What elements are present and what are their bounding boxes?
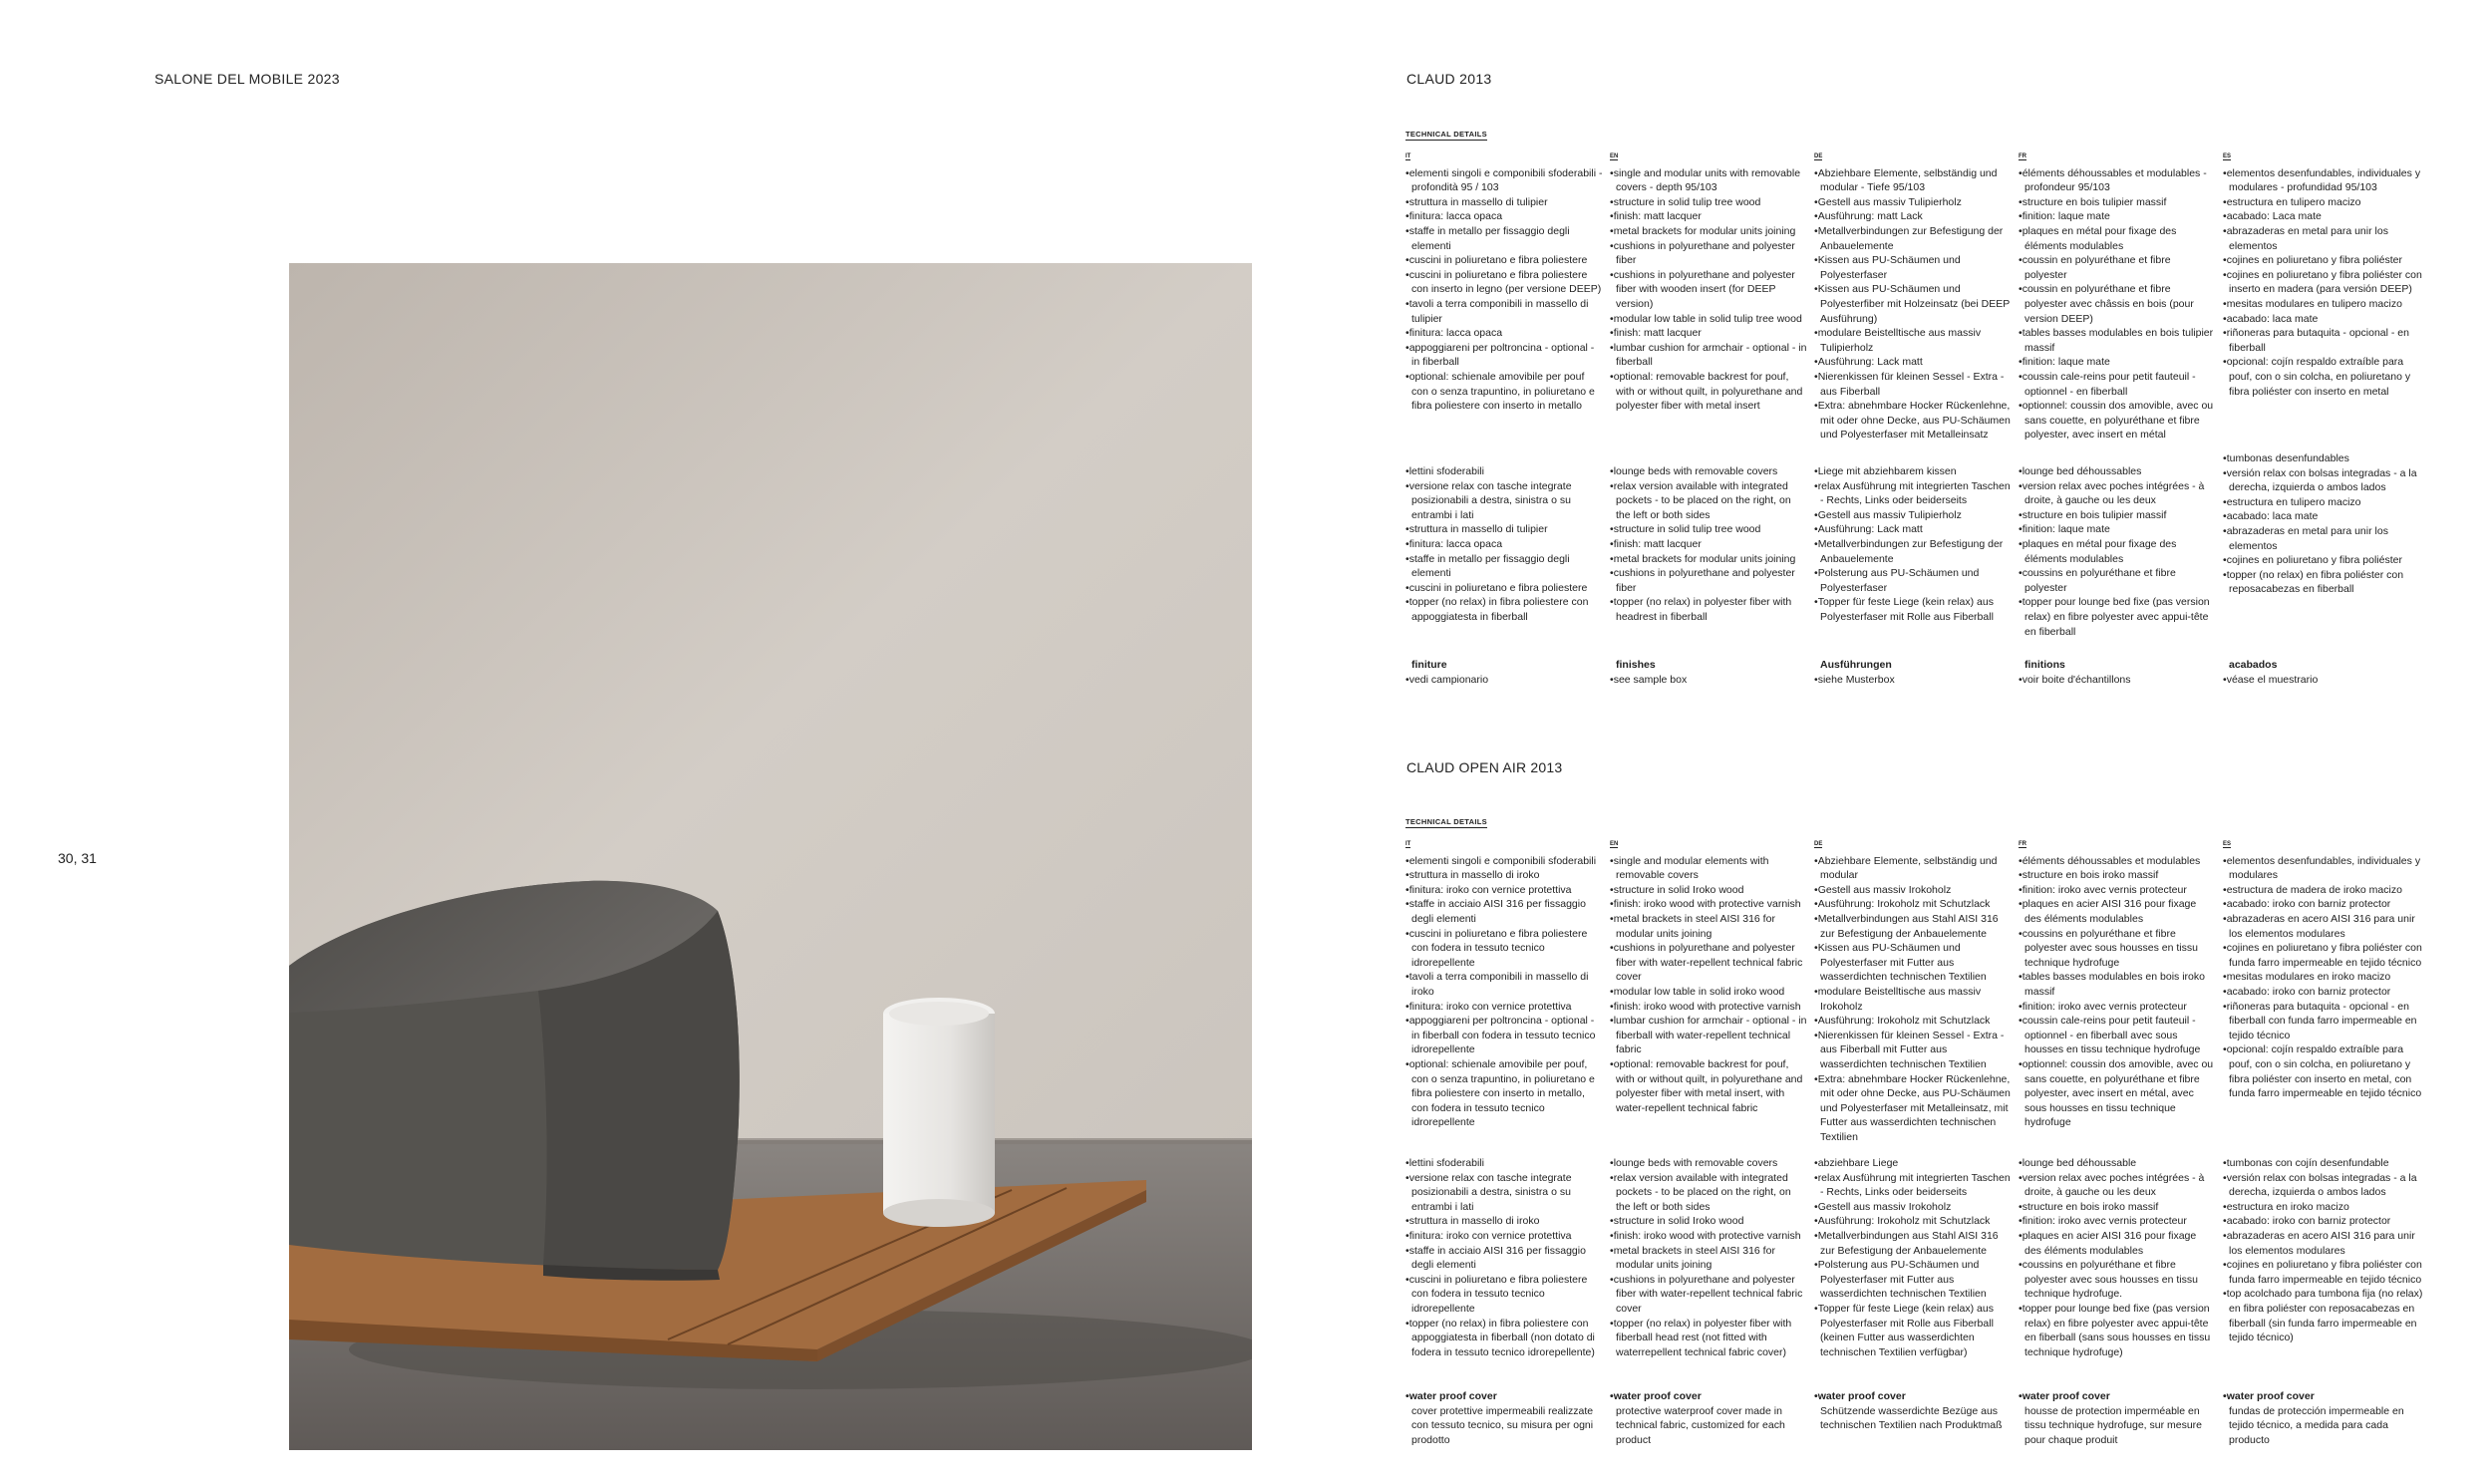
spec-item: • tumbonas desenfundables: [2223, 451, 2427, 466]
spec-item: • optional: schienale amovibile per pouf con o senza trapuntino, in poliuretano e fibra poliestere con inserto in metallo: [1405, 370, 1603, 414]
spec-item: • finition: iroko avec vernis protecteur: [2019, 1000, 2216, 1015]
spec-item: • tumbonas con cojín desenfundable: [2223, 1156, 2427, 1171]
spec-item: • version relax avec poches intégrées - à droite, à gauche ou les deux: [2019, 479, 2216, 508]
spec-item: • abrazaderas en acero AISI 316 para unir los elementos modulares: [2223, 912, 2427, 941]
claud-col-fr: [2019, 148, 2216, 686]
spec-item: • finitura: lacca opaca: [1405, 537, 1603, 552]
spec-item: • coussin cale-reins pour petit fauteuil - optionnel - en fiberball: [2019, 370, 2216, 399]
spec-item: • Kissen aus PU-Schäumen und Polyesterfaser: [1814, 253, 2012, 282]
spec-item: • coussin en polyuréthane et fibre polyester avec châssis en bois (pour version DEEP): [2019, 282, 2216, 326]
spec-group: [2019, 166, 2216, 443]
spec-item: • Extra: abnehmbare Hocker Rückenlehne, mit oder ohne Decke, aus PU-Schäumen und Polyesterfaser mit Metalleinsatz, mit Futter aus wasserdichten technischen Textilien: [1814, 1072, 2012, 1145]
technical-details-label: TECHNICAL DETAILS: [1405, 130, 1487, 139]
wp-title: • water proof cover: [1610, 1389, 1807, 1404]
spec-item: • staffe in metallo per fissaggio degli elementi: [1405, 224, 1603, 253]
lang-label: EN: [1610, 153, 1619, 159]
spec-item: • versión relax con bolsas integradas - a la derecha, izquierda o ambos lados: [2223, 1171, 2427, 1200]
spec-item: • éléments déhoussables et modulables - profondeur 95/103: [2019, 166, 2216, 195]
spec-item: • finish: matt lacquer: [1610, 209, 1807, 224]
spec-item: • Gestell aus massiv Irokoholz: [1814, 883, 2012, 898]
spec-item: • Ausführung: Irokoholz mit Schutzlack: [1814, 1214, 2012, 1229]
spec-item: • finish: iroko wood with protective varnish: [1610, 1000, 1807, 1015]
spec-item: • finish: matt lacquer: [1610, 326, 1807, 341]
spec-group: [1405, 854, 1603, 1130]
spec-item: • cojines en poliuretano y fibra poliéster: [2223, 553, 2427, 568]
spec-item: • Nierenkissen für kleinen Sessel - Extra - aus Fiberball mit Futter aus wasserdichten technischen Textilien: [1814, 1029, 2012, 1072]
spec-group: [2019, 464, 2216, 639]
spec-item: • optional: removable backrest for pouf, with or without quilt, in polyurethane and polyester fiber with metal insert, with water-repellent technical fabric: [1610, 1057, 1807, 1115]
spec-item: • staffe in metallo per fissaggio degli elementi: [1405, 552, 1603, 581]
spec-item: • finish: matt lacquer: [1610, 537, 1807, 552]
spec-item: • plaques en acier AISI 316 pour fixage des éléments modulables: [2019, 1229, 2216, 1258]
spec-item: • finitura: iroko con vernice protettiva: [1405, 883, 1603, 898]
section-title-open-air: CLAUD OPEN AIR 2013: [1406, 759, 1563, 775]
spec-group: [1610, 1156, 1807, 1359]
spec-item: • finition: laque mate: [2019, 209, 2216, 224]
spec-item: • finitura: iroko con vernice protettiva: [1405, 1229, 1603, 1244]
spec-item: • topper pour lounge bed fixe (pas version relax) en fibre polyester avec appui-tête en fiberball (sans sous housses en tissu technique hydrofuge): [2019, 1302, 2216, 1359]
spec-item: • acabado: laca mate: [2223, 509, 2427, 524]
claud-col-en: [1610, 148, 1807, 686]
spec-item: • coussins en polyuréthane et fibre polyester avec sous housses en tissu technique hydrofuge: [2019, 927, 2216, 971]
spec-item: • Liege mit abziehbarem kissen: [1814, 464, 2012, 479]
spec-item: • Polsterung aus PU-Schäumen und Polyesterfaser: [1814, 566, 2012, 595]
spec-group: [1405, 1156, 1603, 1359]
spec-group: [2019, 854, 2216, 1130]
spec-item: • elementi singoli e componibili sfoderabili: [1405, 854, 1603, 869]
spec-group: [1610, 464, 1807, 625]
spec-item: • topper (no relax) in polyester fiber with headrest in fiberball: [1610, 595, 1807, 624]
spec-item: • coussins en polyuréthane et fibre polyester avec sous housses en tissu technique hydrofuge.: [2019, 1258, 2216, 1302]
finish-title: finitions: [2024, 659, 2065, 671]
spec-item: • Metallverbindungen aus Stahl AISI 316 zur Befestigung der Anbauelemente: [1814, 1229, 2012, 1258]
lang-label: IT: [1405, 153, 1411, 159]
spec-group: [1610, 166, 1807, 414]
spec-item: • Metallverbindungen zur Befestigung der Anbauelemente: [1814, 224, 2012, 253]
spec-item: • finish: iroko wood with protective varnish: [1610, 1229, 1807, 1244]
finish-title: acabados: [2229, 659, 2278, 671]
spec-item: • structure in solid Iroko wood: [1610, 1214, 1807, 1229]
lang-label: DE: [1814, 153, 1823, 159]
spec-item: • appoggiareni per poltroncina - optional - in fiberball: [1405, 341, 1603, 370]
spec-item: • metal brackets for modular units joining: [1610, 552, 1807, 567]
spec-item: • acabado: iroko con barniz protector: [2223, 985, 2427, 1000]
spec-item: • finitura: lacca opaca: [1405, 326, 1603, 341]
spec-item: • modular low table in solid tulip tree wood: [1610, 312, 1807, 327]
spec-group: [2019, 1156, 2216, 1359]
page-numbers: 30, 31: [58, 850, 97, 866]
spec-item: • coussin cale-reins pour petit fauteuil - optionnel - en fiberball avec sous housses en tissu technique hydrofuge: [2019, 1014, 2216, 1057]
spec-group: [2223, 166, 2427, 400]
spec-item: • lounge bed déhoussable: [2019, 1156, 2216, 1171]
spec-item: • elementos desenfundables, individuales y modulares: [2223, 854, 2427, 883]
spec-group: [1814, 166, 2012, 443]
spec-item: • metal brackets in steel AISI 316 for modular units joining: [1610, 1244, 1807, 1273]
spec-item: • optionnel: coussin dos amovible, avec ou sans couette, en polyuréthane et fibre polyester, avec insert en métal, avec sous housses en tissu technique hydrofuge: [2019, 1057, 2216, 1130]
spec-item: • struttura in massello di iroko: [1405, 868, 1603, 883]
spec-item: • riñoneras para butaquita - opcional - en fiberball: [2223, 326, 2427, 355]
spec-item: • cuscini in poliuretano e fibra poliestere con fodera in tessuto tecnico idrorepellente: [1405, 927, 1603, 971]
spec-item: • lumbar cushion for armchair - optional - in fiberball with water-repellent technical fabric: [1610, 1014, 1807, 1057]
spec-item: • struttura in massello di tulipier: [1405, 522, 1603, 537]
spec-item: • estructura en tulipero macizo: [2223, 495, 2427, 510]
spec-item: • plaques en métal pour fixage des éléments modulables: [2019, 537, 2216, 566]
spec-item: • plaques en métal pour fixage des éléments modulables: [2019, 224, 2216, 253]
spec-item: • finitura: iroko con vernice protettiva: [1405, 1000, 1603, 1015]
spec-item: • single and modular units with removable covers - depth 95/103: [1610, 166, 1807, 195]
spec-item: • struttura in massello di iroko: [1405, 1214, 1603, 1229]
spec-item: • modulare Beistelltische aus massiv Tulipierholz: [1814, 326, 2012, 355]
wp-text: cover protettive impermeabili realizzate con tessuto tecnico, su misura per ogni prodotto: [1411, 1404, 1594, 1446]
spec-item: • abrazaderas en acero AISI 316 para unir los elementos modulares: [2223, 1229, 2427, 1258]
spec-item: • lounge beds with removable covers: [1610, 464, 1807, 479]
spec-item: • acabado: laca mate: [2223, 312, 2427, 327]
spec-item: • Ausführung: Lack matt: [1814, 355, 2012, 370]
spec-item: • metal brackets for modular units joining: [1610, 224, 1807, 239]
finish-item: • siehe Musterbox: [1814, 673, 2012, 688]
wp-title: • water proof cover: [1814, 1389, 2012, 1404]
spec-group: [1405, 464, 1603, 625]
spec-item: • mesitas modulares en iroko macizo: [2223, 970, 2427, 985]
wp-text: protective waterproof cover made in technical fabric, customized for each product: [1616, 1404, 1785, 1446]
spec-item: • Nierenkissen für kleinen Sessel - Extra - aus Fiberball: [1814, 370, 2012, 399]
wp-title: • water proof cover: [2019, 1389, 2216, 1404]
spec-item: • acabado: iroko con barniz protector: [2223, 897, 2427, 912]
wp-title: • water proof cover: [2223, 1389, 2427, 1404]
lang-label: ES: [2223, 841, 2232, 847]
spec-item: • finition: iroko avec vernis protecteur: [2019, 883, 2216, 898]
spec-item: • staffe in acciaio AISI 316 per fissaggio degli elementi: [1405, 1244, 1603, 1273]
spec-item: • lounge bed déhoussables: [2019, 464, 2216, 479]
spec-item: • cojines en poliuretano y fibra poliéster con inserto en madera (para versión DEEP): [2223, 268, 2427, 297]
claud-col-it: [1405, 148, 1603, 686]
spec-item: • tables basses modulables en bois iroko massif: [2019, 970, 2216, 999]
spec-item: • optional: removable backrest for pouf, with or without quilt, in polyurethane and polyester fiber with metal insert: [1610, 370, 1807, 414]
spec-item: • mesitas modulares en tulipero macizo: [2223, 297, 2427, 312]
spec-item: • Gestell aus massiv Tulipierholz: [1814, 195, 2012, 210]
spec-item: • relax Ausführung mit integrierten Taschen - Rechts, Links oder beiderseits: [1814, 1171, 2012, 1200]
spec-item: • Ausführung: Lack matt: [1814, 522, 2012, 537]
page-header-right: CLAUD 2013: [1406, 71, 1492, 87]
open-air-col-fr: [2019, 835, 2216, 1446]
spec-item: • cuscini in poliuretano e fibra poliestere con fodera in tessuto tecnico idrorepellente: [1405, 1273, 1603, 1317]
spec-group: [1814, 464, 2012, 625]
claud-col-es: [2223, 148, 2427, 686]
spec-item: • structure en bois iroko massif: [2019, 1200, 2216, 1215]
spec-item: • modular low table in solid iroko wood: [1610, 985, 1807, 1000]
finish-item: • véase el muestrario: [2223, 673, 2427, 688]
spec-item: • riñoneras para butaquita - opcional - en fiberball con funda farro impermeable en tejido técnico: [2223, 1000, 2427, 1043]
spec-item: • coussins en polyuréthane et fibre polyester: [2019, 566, 2216, 595]
finish-item: • vedi campionario: [1405, 673, 1603, 688]
spec-item: • appoggiareni per poltroncina - optional - in fiberball con fodera in tessuto tecnico idrorepellente: [1405, 1014, 1603, 1057]
spec-item: • acabado: iroko con barniz protector: [2223, 1214, 2427, 1229]
spec-item: • cojines en poliuretano y fibra poliéster con funda farro impermeable en tejido técnico: [2223, 941, 2427, 970]
spec-item: • opcional: cojín respaldo extraíble para pouf, con o sin colcha, en poliuretano y fibra poliéster con inserto en metal, con funda farro impermeable en tejido técnico: [2223, 1042, 2427, 1100]
spec-item: • top acolchado para tumbona fija (no relax) en fibra poliéster con reposacabezas en fiberball (sin funda farro impermeable en tejido técnico): [2223, 1287, 2427, 1344]
spec-item: • Polsterung aus PU-Schäumen und Polyesterfaser mit Futter aus wasserdichten technischen Textilien: [1814, 1258, 2012, 1302]
spec-item: • staffe in acciaio AISI 316 per fissaggio degli elementi: [1405, 897, 1603, 926]
spec-item: • Abziehbare Elemente, selbständig und modular: [1814, 854, 2012, 883]
spec-item: • relax version available with integrated pockets - to be placed on the right, on the left or both sides: [1610, 479, 1807, 523]
wp-title: • water proof cover: [1405, 1389, 1603, 1404]
lang-label: IT: [1405, 841, 1411, 847]
spec-item: • version relax avec poches intégrées - à droite, à gauche ou les deux: [2019, 1171, 2216, 1200]
spec-item: • structure en bois tulipier massif: [2019, 508, 2216, 523]
lang-label: EN: [1610, 841, 1619, 847]
spec-group: [2223, 854, 2427, 1101]
spec-group: [1814, 1156, 2012, 1359]
finish-item: • voir boite d'échantillons: [2019, 673, 2216, 688]
spec-item: • finitura: lacca opaca: [1405, 209, 1603, 224]
spec-item: • Abziehbare Elemente, selbständig und modular - Tiefe 95/103: [1814, 166, 2012, 195]
spec-item: • structure en bois tulipier massif: [2019, 195, 2216, 210]
spec-group: [1610, 854, 1807, 1116]
spec-item: • finish: iroko wood with protective varnish: [1610, 897, 1807, 912]
spec-item: • structure in solid tulip tree wood: [1610, 195, 1807, 210]
spec-item: • abrazaderas en metal para unir los elementos: [2223, 224, 2427, 253]
spec-item: • cushions in polyurethane and polyester fiber with water-repellent technical fabric cover: [1610, 1273, 1807, 1317]
spec-item: • cuscini in poliuretano e fibra poliestere: [1405, 253, 1603, 268]
spec-item: • lounge beds with removable covers: [1610, 1156, 1807, 1171]
spec-item: • lettini sfoderabili: [1405, 1156, 1603, 1171]
spec-item: • topper (no relax) en fibra poliéster con reposacabezas en fiberball: [2223, 568, 2427, 597]
lang-label: FR: [2019, 841, 2026, 847]
spec-item: • structure in solid tulip tree wood: [1610, 522, 1807, 537]
spec-item: • éléments déhoussables et modulables: [2019, 854, 2216, 869]
spec-item: • topper (no relax) in fibra poliestere con appoggiatesta in fiberball (non dotato di fodera in tessuto tecnico idrorepellente): [1405, 1317, 1603, 1360]
spec-group: [2223, 1156, 2427, 1345]
sofa-module-photo: [289, 263, 1252, 1450]
spec-item: • relax version available with integrated pockets - to be placed on the right, on the left or both sides: [1610, 1171, 1807, 1215]
spec-item: • finition: laque mate: [2019, 355, 2216, 370]
wp-text: housse de protection imperméable en tissu technique hydrofuge, sur mesure pour chaque produit: [2024, 1404, 2203, 1446]
spec-item: • versione relax con tasche integrate posizionabili a destra, sinistra o su entrambi i lati: [1405, 1171, 1603, 1215]
open-air-col-de: [1814, 835, 2012, 1432]
spec-item: • versione relax con tasche integrate posizionabili a destra, sinistra o su entrambi i lati: [1405, 479, 1603, 523]
spec-item: • abrazaderas en metal para unir los elementos: [2223, 524, 2427, 553]
spec-item: • Topper für feste Liege (kein relax) aus Polyesterfaser mit Rolle aus Fiberball: [1814, 595, 2012, 624]
spec-item: • lumbar cushion for armchair - optional - in fiberball: [1610, 341, 1807, 370]
technical-details-label: TECHNICAL DETAILS: [1405, 817, 1487, 826]
spec-group: [1814, 854, 2012, 1145]
spec-item: • plaques en acier AISI 316 pour fixage des éléments modulables: [2019, 897, 2216, 926]
spec-item: • acabado: Laca mate: [2223, 209, 2427, 224]
spec-item: • opcional: cojín respaldo extraíble para pouf, con o sin colcha, en poliuretano y fibra poliéster con inserto en metal: [2223, 355, 2427, 399]
spec-item: • Metallverbindungen zur Befestigung der Anbauelemente: [1814, 537, 2012, 566]
spec-item: • lettini sfoderabili: [1405, 464, 1603, 479]
spec-item: • estructura de madera de iroko macizo: [2223, 883, 2427, 898]
finish-title: finiture: [1411, 659, 1447, 671]
claud-col-de: [1814, 148, 2012, 686]
spec-item: • cushions in polyurethane and polyester fiber with water-repellent technical fabric cover: [1610, 941, 1807, 985]
spec-item: • abziehbare Liege: [1814, 1156, 2012, 1171]
spec-item: • relax Ausführung mit integrierten Taschen - Rechts, Links oder beiderseits: [1814, 479, 2012, 508]
spec-item: • cojines en poliuretano y fibra poliéster con funda farro impermeable en tejido técnico: [2223, 1258, 2427, 1287]
spec-item: • Kissen aus PU-Schäumen und Polyesterfaser mit Futter aus wasserdichten technischen Textilien: [1814, 941, 2012, 985]
spec-item: • Ausführung: matt Lack: [1814, 209, 2012, 224]
spec-item: • optional: schienale amovibile per pouf, con o senza trapuntino, in poliuretano e fibra poliestere con inserto in metallo, con fodera in tessuto tecnico idrorepellente: [1405, 1057, 1603, 1130]
lang-label: DE: [1814, 841, 1823, 847]
spec-item: • topper (no relax) in fibra poliestere con appoggiatesta in fiberball: [1405, 595, 1603, 624]
spec-item: • Topper für feste Liege (kein relax) aus Polyesterfaser mit Rolle aus Fiberball (keinen Futter aus wasserdichten technischen Textilien verfügbar): [1814, 1302, 2012, 1359]
spec-item: • Metallverbindungen aus Stahl AISI 316 zur Befestigung der Anbauelemente: [1814, 912, 2012, 941]
spec-item: • elementi singoli e componibili sfoderabili - profondità 95 / 103: [1405, 166, 1603, 195]
spec-item: • structure en bois iroko massif: [2019, 868, 2216, 883]
spec-item: • tavoli a terra componibili in massello di iroko: [1405, 970, 1603, 999]
spec-item: • finition: iroko avec vernis protecteur: [2019, 1214, 2216, 1229]
finish-item: • see sample box: [1610, 673, 1807, 688]
spec-item: • elementos desenfundables, individuales y modulares - profundidad 95/103: [2223, 166, 2427, 195]
spec-item: • coussin en polyuréthane et fibre polyester: [2019, 253, 2216, 282]
spec-item: • estructura en tulipero macizo: [2223, 195, 2427, 210]
spec-item: • Kissen aus PU-Schäumen und Polyesterfiber mit Holzeinsatz (bei DEEP Ausführung): [1814, 282, 2012, 326]
spec-item: • single and modular elements with removable covers: [1610, 854, 1807, 883]
wp-text: fundas de protección impermeable en tejido técnico, a medida para cada producto: [2229, 1404, 2404, 1446]
spec-item: • struttura in massello di tulipier: [1405, 195, 1603, 210]
spec-item: • modulare Beistelltische aus massiv Irokoholz: [1814, 985, 2012, 1014]
spec-item: • cuscini in poliuretano e fibra poliestere: [1405, 581, 1603, 596]
spec-item: • optionnel: coussin dos amovible, avec ou sans couette, en polyuréthane et fibre polyester, avec insert en métal: [2019, 399, 2216, 443]
spec-item: • topper (no relax) in polyester fiber with fiberball head rest (not fitted with waterrepellent technical fabric cover): [1610, 1317, 1807, 1360]
finish-title: Ausführungen: [1820, 659, 1892, 671]
spec-item: • Gestell aus massiv Tulipierholz: [1814, 508, 2012, 523]
spec-item: • cojines en poliuretano y fibra poliéster: [2223, 253, 2427, 268]
spec-group: [1405, 166, 1603, 414]
open-air-col-en: [1610, 835, 1807, 1446]
spec-item: • Ausführung: Irokoholz mit Schutzlack: [1814, 1014, 2012, 1029]
lang-label: FR: [2019, 153, 2026, 159]
spec-item: • tavoli a terra componibili in massello di tulipier: [1405, 297, 1603, 326]
spec-item: • Extra: abnehmbare Hocker Rückenlehne, mit oder ohne Decke, aus PU-Schäumen und Polyesterfaser mit Metalleinsatz: [1814, 399, 2012, 443]
spec-item: • estructura en iroko macizo: [2223, 1200, 2427, 1215]
spec-item: • finition: laque mate: [2019, 522, 2216, 537]
spec-item: • tables basses modulables en bois tulipier massif: [2019, 326, 2216, 355]
open-air-col-es: [2223, 835, 2427, 1446]
spec-item: • topper pour lounge bed fixe (pas version relax) en fibre polyester avec appui-tête en fiberball: [2019, 595, 2216, 639]
spec-item: • cushions in polyurethane and polyester fiber: [1610, 566, 1807, 595]
spec-group: [2223, 451, 2427, 597]
lang-label: ES: [2223, 153, 2232, 159]
page-header-left: SALONE DEL MOBILE 2023: [155, 71, 340, 87]
spec-item: • versión relax con bolsas integradas - a la derecha, izquierda o ambos lados: [2223, 466, 2427, 495]
wp-text: Schützende wasserdichte Bezüge aus technischen Textilien nach Produktmaß: [1820, 1404, 2003, 1432]
spec-item: • cuscini in poliuretano e fibra poliestere con inserto in legno (per versione DEEP): [1405, 268, 1603, 297]
spec-item: • structure in solid Iroko wood: [1610, 883, 1807, 898]
open-air-col-it: [1405, 835, 1603, 1446]
finish-title: finishes: [1616, 659, 1656, 671]
spec-item: • metal brackets in steel AISI 316 for modular units joining: [1610, 912, 1807, 941]
spec-item: • cushions in polyurethane and polyester fiber: [1610, 239, 1807, 268]
spec-item: • Ausführung: Irokoholz mit Schutzlack: [1814, 897, 2012, 912]
spec-item: • Gestell aus massiv Irokoholz: [1814, 1200, 2012, 1215]
spec-item: • cushions in polyurethane and polyester fiber with wooden insert (for DEEP version): [1610, 268, 1807, 312]
